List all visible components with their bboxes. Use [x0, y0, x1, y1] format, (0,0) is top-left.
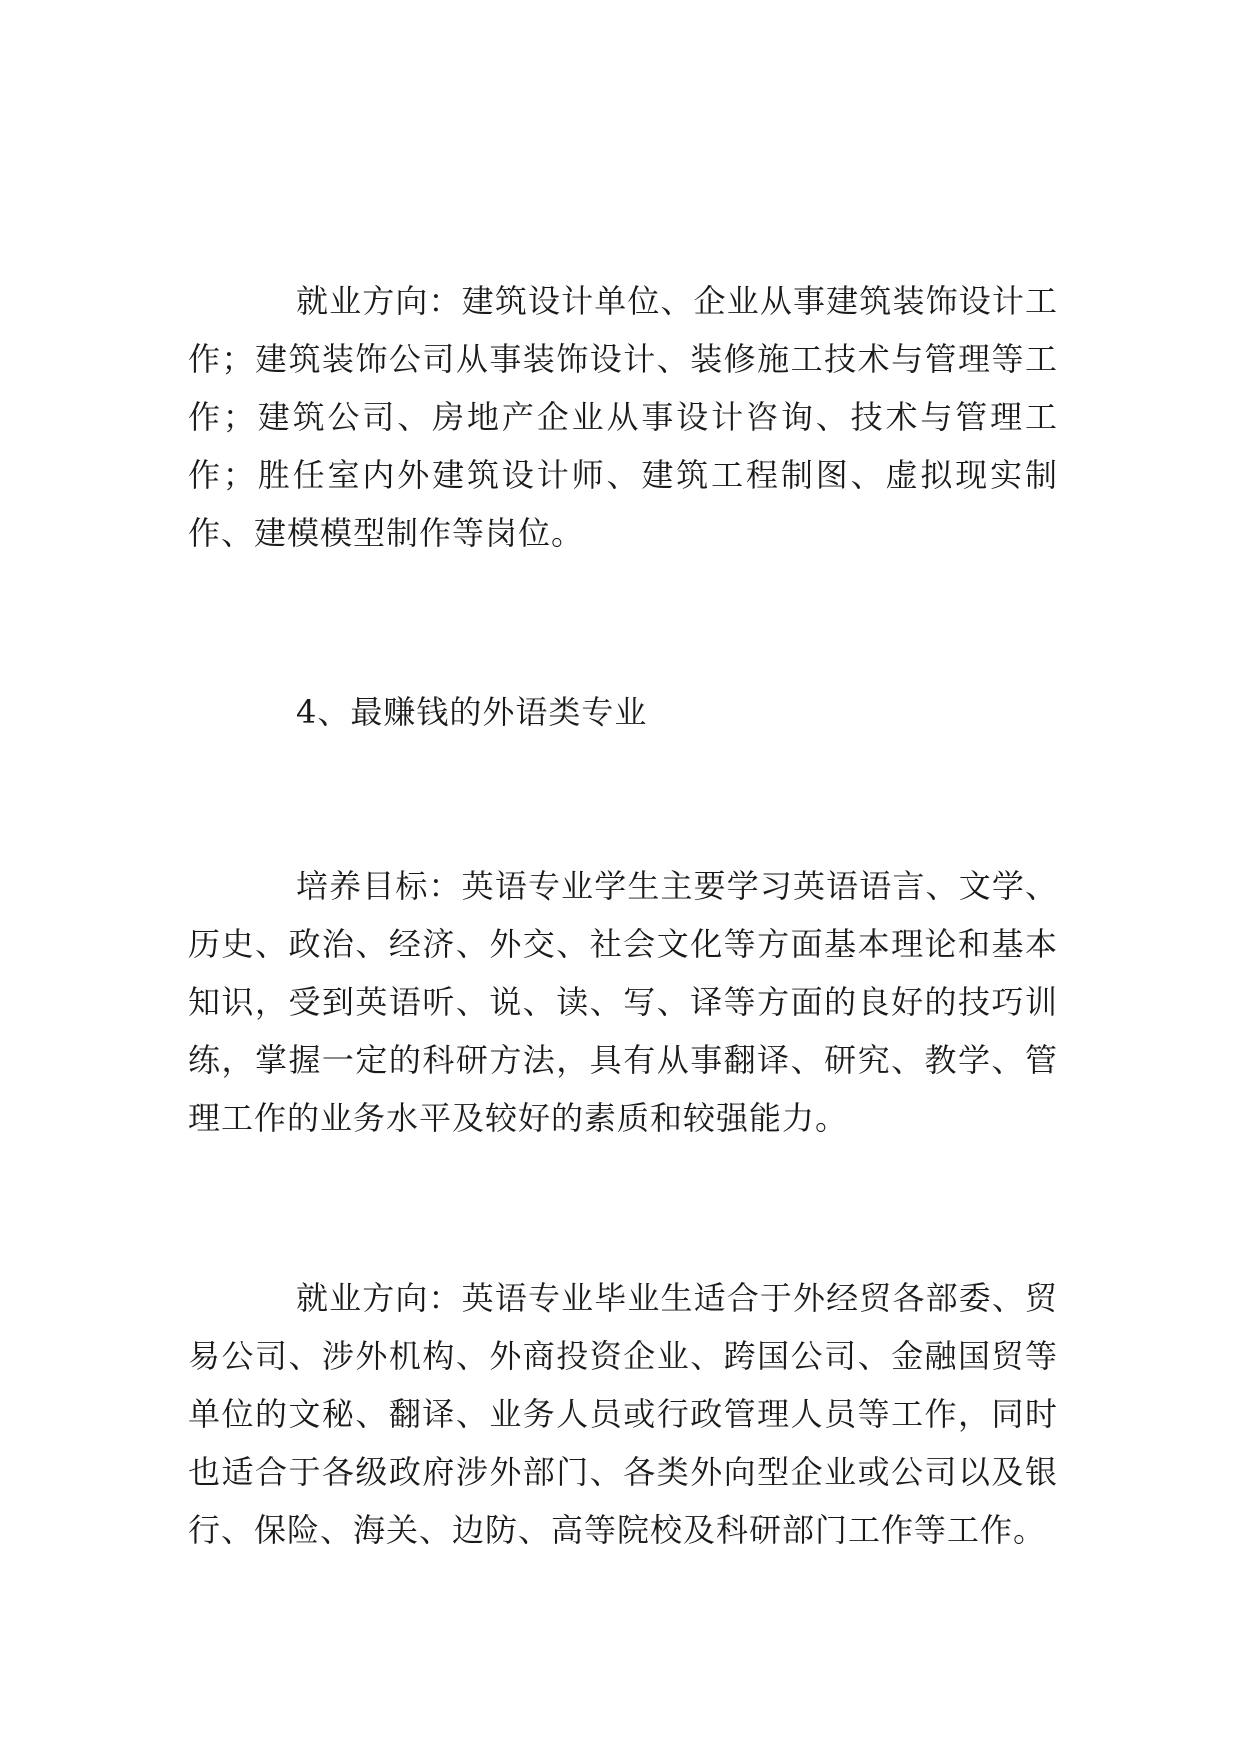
paragraph-employment-direction-architecture: 就业方向：建筑设计单位、企业从事建筑装饰设计工作；建筑装饰公司从事装饰设计、装修施工技术与管理等工作；建筑公司、房地产企业从事设计咨询、技术与管理工作；胜任室内外建筑设计师、建筑工程制图、虚拟现实制作、建模模型制作等岗位。: [188, 282, 1058, 552]
paragraph-employment-direction-english: 就业方向：英语专业毕业生适合于外经贸各部委、贸易公司、涉外机构、外商投资企业、跨国公司、金融国贸等单位的文秘、翻译、业务人员或行政管理人员等工作，同时也适合于各级政府涉外部门、各类外向型企业或公司以及银行、保险、海关、边防、高等院校及科研部门工作等工作。: [188, 1279, 1058, 1549]
paragraph-training-goal-english: 培养目标：英语专业学生主要学习英语语言、文学、历史、政治、经济、外交、社会文化等方面基本理论和基本知识，受到英语听、说、读、写、译等方面的良好的技巧训练，掌握一定的科研方法，具有从事翻译、研究、教学、管理工作的业务水平及较好的素质和较强能力。: [188, 867, 1058, 1137]
section-heading: 4、最赚钱的外语类专业: [296, 693, 648, 731]
